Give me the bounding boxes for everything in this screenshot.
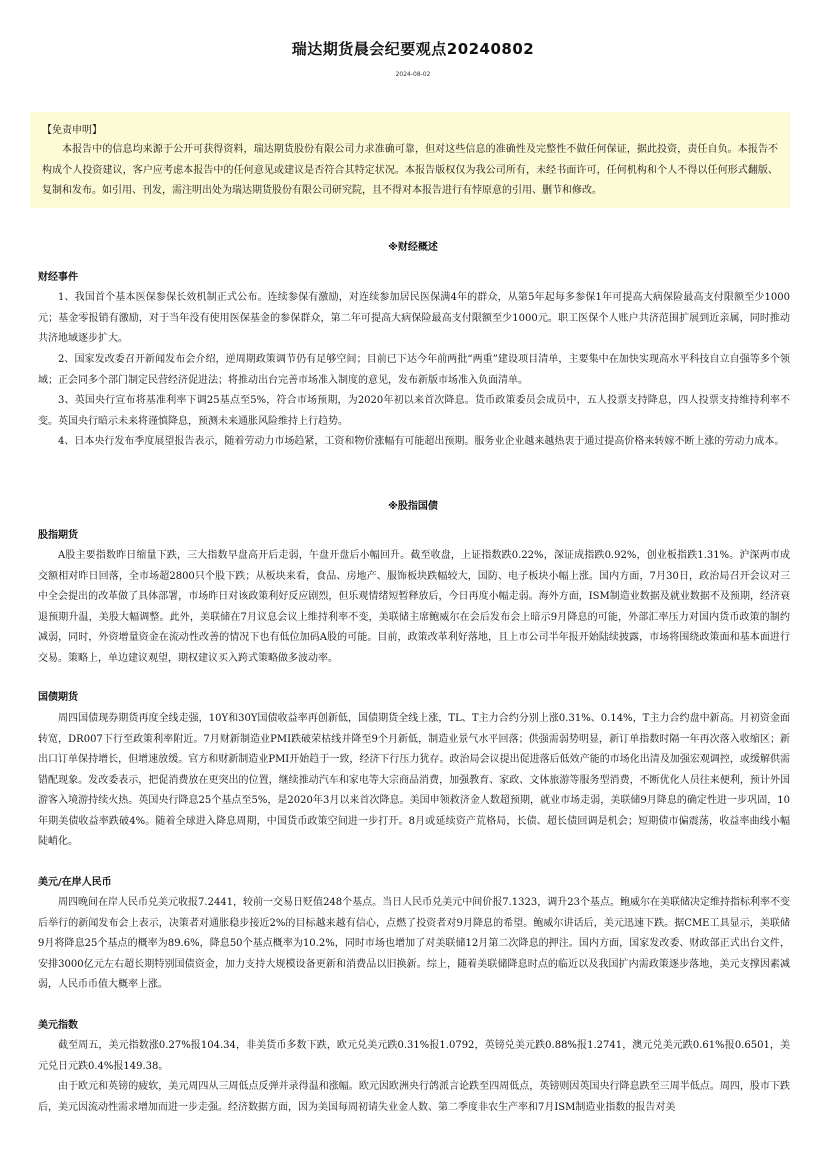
report-date: 2024-08-02 — [395, 71, 431, 78]
usd-index-text-2: 由于欧元和英镑的疲软，美元周四从三周低点反弹并录得温和涨幅。欧元因欧洲央行鸽派言论跌至四周低点，英镑则因英国央行降息跌至三周半低点。周四，股市下跌后，美元因流动性需求增加而进一步走强。经济数据方面，因为美国每周初请失业金人数、第二季度非农生产率和7月ISM制造业指数的报告对美 — [38, 1081, 790, 1113]
disclaimer-box — [30, 112, 790, 208]
stock-index-futures-text: A股主要指数昨日缩量下跌，三大指数早盘高开后走弱，午盘开盘后小幅回升。截至收盘，上证指数跌0.22%，深证成指跌0.92%，创业板指跌1.31%。沪深两市成交额相对昨日回落，全市场超2800只个股下跌；从板块来看，食品、房地产、服饰板块跌幅较大，国防、电子板块小幅上涨。国内方面，7月30日，政治局召开会议对三中全会提出的改革做了具体部署，市场昨日对该政策利好反应剧烈，但乐观情绪短暂释放后，今日再度小幅走弱。海外方面，ISM制造业数据及就业数据不及预期，经济衰退预期升温，美股大幅调整。此外，美联储在7月议息会议上维持利率不变，美联储主席鲍威尔在会后发布会上暗示9月降息的可能，外部汇率压力对国内货币政策的制约减弱，同时，外资增量资金在流动性改善的情况下也有低位加码A股的可能。目前，政策改革利好落地，且上市公司半年报开始陆续披露，市场将围绕政策面和基本面进行交易。策略上，单边建议观望，期权建议买入跨式策略做多波动率。 — [38, 550, 790, 664]
finance-event-3: 3、英国央行宣布将基准利率下调25基点至5%，符合市场预期，为2020年初以来首次降息。货币政策委员会成员中，五人投票支持降息，四人投票支持维持利率不变。英国央行暗示未来将谨慎降息，预测未来通胀风险维持上行趋势。 — [38, 395, 790, 427]
disclaimer-text: 本报告中的信息均来源于公开可获得资料，瑞达期货股份有限公司力求准确可靠，但对这些信息的准确性及完整性不做任何保证，据此投资，责任自负。本报告不构成个人投资建议，客户应考虑本报告中的任何意见或建议是否符合其特定状况。本报告版权仅为我公司所有，未经书面许可，任何机构和个人不得以任何形式翻版、复制和发布。如引用、刊发，需注明出处为瑞达期货股份有限公司研究院，且不得对本报告进行有悖原意的引用、删节和修改。 — [42, 144, 778, 196]
heading-usd-index: 美元指数 — [38, 1020, 78, 1031]
finance-event-4: 4、日本央行发布季度展望报告表示，随着劳动力市场趋紧，工资和物价涨幅有可能超出预期。服务业企业越来越热衷于通过提高价格来转嫁不断上涨的劳动力成本。 — [58, 436, 785, 447]
heading-usd-cnh: 美元/在岸人民币 — [38, 877, 112, 888]
treasury-futures-text: 周四国债现券期货再度全线走强，10Y和30Y国债收益率再创新低，国债期货全线上涨，TL、T主力合约分别上涨0.31%、0.14%，T主力合约盘中新高。月初资金面转宽，DR007下行至政策利率附近。7月财新制造业PMI跌破荣枯线并降至9个月新低，制造业景气水平回落；供强需弱势明显，新订单指数时隔一年再次落入收缩区；新出口订单保持增长，但增速放缓。官方和财新制造业PMI开始趋于一致，经济下行压力犹存。政治局会议提出促进落后低效产能的市场化出清及加强宏观调控，或缓解供需错配现象。发改委表示，把促消费放在更突出的位置，继续推动汽车和家电等大宗商品消费，加强教育、家政、文体旅游等服务型消费，不断优化人员往来便利，预计外国游客入境游持续火热。英国央行降息25个基点至5%，是2020年3月以来首次降息。美国申领救济金人数超预期，就业市场走弱，美联储9月降息的确定性进一步巩固，10年期美债收益率跌破4%。随着全球进入降息周期，中国货币政策空间进一步打开。8月或延续资产荒格局，长债、超长债回调是机会；短期债市偏震荡，收益率曲线小幅陡峭化。 — [38, 713, 790, 847]
report-title: 瑞达期货晨会纪要观点20240802 — [291, 40, 535, 58]
finance-event-2: 2、国家发改委召开新闻发布会介绍，逆周期政策调节仍有足够空间；目前已下达今年前两批“两重”建设项目清单，主要集中在加快实现高水平科技自立自强等多个领域；正会同多个部门制定民营经济促进法；将推动出台完善市场准入制度的意见，发布新版市场准入负面清单。 — [38, 354, 790, 386]
usd-index-text-1: 截至周五，美元指数涨0.27%报104.34，非美货币多数下跌，欧元兑美元跌0.31%报1.0792，英镑兑美元跌0.88%报1.2741，澳元兑美元跌0.61%报0.6501，美元兑日元跌0.4%报149.38。 — [38, 1040, 790, 1072]
finance-event-1: 1、我国首个基本医保参保长效机制正式公布。连续参保有激励，对连续参加居民医保满4年的群众，从第5年起每多参保1年可提高大病保险最高支付限额至少1000元；基金零报销有激励，对于当年没有使用医保基金的参保群众，第二年可提高大病保险最高支付限额至少1000元。职工医保个人账户共济范围扩展到近亲属，同时推动共济地域逐步扩大。 — [38, 292, 790, 344]
usd-cnh-text: 周四晚间在岸人民币兑美元收报7.2441，较前一交易日贬值248个基点。当日人民币兑美元中间价报7.1323，调升23个基点。鲍威尔在美联储决定维持指标利率不变后举行的新闻发布会上表示，决策者对通胀稳步接近2%的目标越来越有信心，点燃了投资者对9月降息的希望。鲍威尔讲话后，美元迅速下跌。据CME工具显示，美联储9月将降息25个基点的概率为89.6%，降息50个基点概率为10.2%，同时市场也增加了对美联储12月第二次降息的押注。国内方面，国家发改委、财政部正式出台文件，安排3000亿元左右超长期特别国债资金，加力支持大规模设备更新和消费品以旧换新。综上，随着美联储降息时点的临近以及我国扩内需政策逐步落地，美元支撑因素减弱，人民币币值大概率上涨。 — [38, 897, 790, 990]
disclaimer-heading: 【免责申明】 — [42, 125, 102, 136]
heading-finance-events: 财经事件 — [38, 272, 78, 283]
heading-treasury-futures: 国债期货 — [38, 692, 78, 703]
section-title-finance-overview: ※财经概述 — [388, 242, 438, 253]
heading-stock-index-futures: 股指期货 — [38, 530, 78, 541]
section-title-stock-index-bonds: ※股指国债 — [388, 501, 438, 512]
